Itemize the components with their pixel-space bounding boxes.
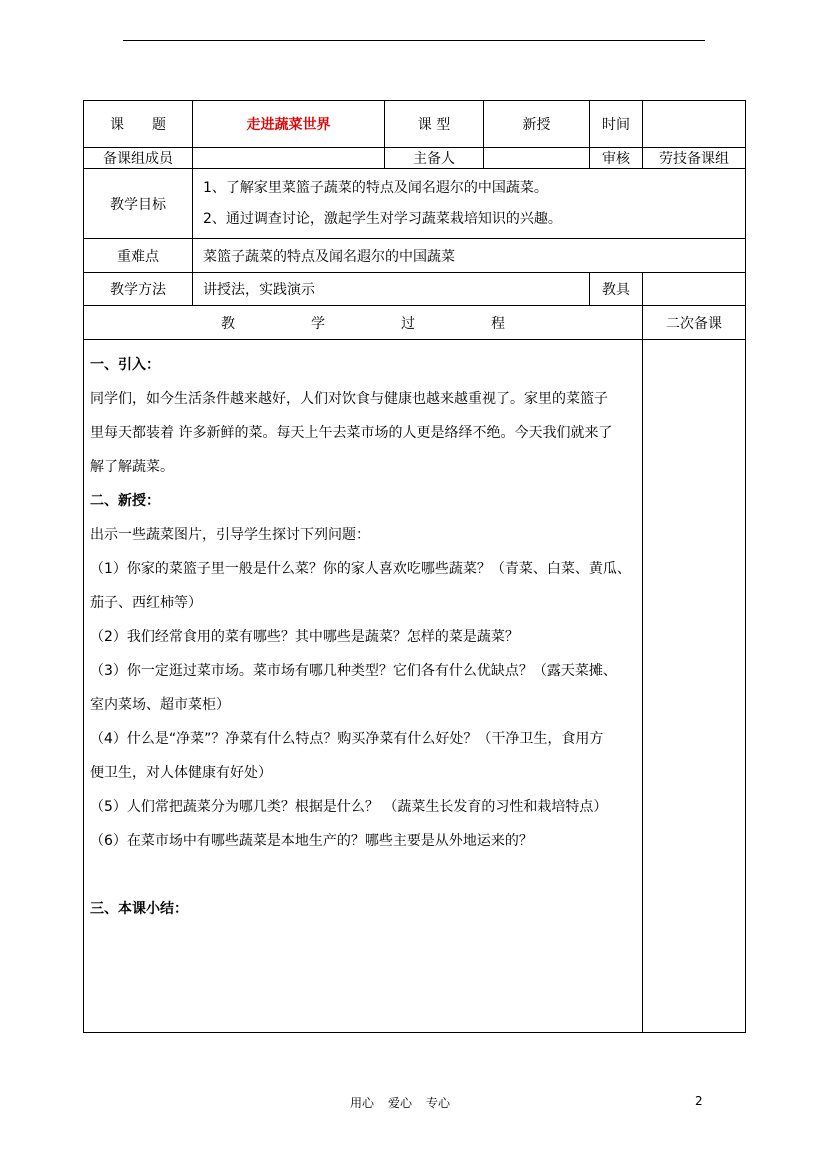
- review-label: 审核: [590, 148, 643, 169]
- intro-line: 同学们，如今生活条件越来越好，人们对饮食与健康也越来越重视了。家里的菜篮子: [90, 391, 608, 407]
- objective-item: 2、通过调查讨论，激起学生对学习蔬菜栽培知识的兴趣。: [203, 210, 562, 227]
- process-heading-char: 程: [491, 315, 505, 332]
- process-heading: [84, 306, 643, 340]
- lesson-type-value: 新授: [484, 101, 590, 148]
- question-line: （4）什么是“净菜”？净菜有什么特点？购买净菜有什么好处？（干净卫生，食用方: [90, 731, 604, 747]
- lead-in-text: 出示一些蔬菜图片，引导学生探讨下列问题：: [90, 527, 370, 543]
- time-value: [643, 101, 746, 148]
- question-line: （6）在菜市场中有哪些蔬菜是本地生产的？哪些主要是从外地运来的？: [90, 833, 533, 849]
- motto-word: 用心: [350, 1096, 375, 1110]
- question-line: （5）人们常把蔬菜分为哪几类？根据是什么？ （蔬菜生长发育的习性和栽培特点）: [90, 799, 608, 815]
- lesson-title: 走进蔬菜世界: [193, 101, 385, 148]
- key-points-label: 重难点: [84, 239, 193, 273]
- motto-word: 专心: [426, 1096, 451, 1110]
- second-prep-column: [643, 340, 746, 1033]
- group-members-label: 备课组成员: [84, 148, 193, 169]
- group-members-value: [193, 148, 385, 169]
- table-row: [84, 273, 746, 306]
- process-heading-char: 教: [221, 315, 235, 332]
- question-line: （3）你一定逛过菜市场。菜市场有哪几种类型？它们各有什么优缺点？（露天菜摊、: [90, 663, 617, 679]
- objectives-label: 教学目标: [84, 169, 193, 239]
- tools-value: [643, 273, 746, 306]
- question-line: 茄子、西红柿等）: [90, 595, 202, 611]
- lesson-plan-table: [83, 100, 746, 1033]
- lesson-type-label: 课 型: [385, 101, 484, 148]
- objectives-content: [193, 169, 746, 239]
- table-row: [84, 340, 746, 1033]
- lead-preparer-value: [484, 148, 590, 169]
- table-row: [84, 101, 746, 148]
- intro-line: 里每天都装着 许多新鲜的菜。每天上午去菜市场的人更是络绎不绝。今天我们就来了: [90, 425, 613, 441]
- second-prep-label: 二次备课: [643, 306, 746, 340]
- section-new-title: 二、新授：: [90, 493, 160, 509]
- method-label: 教学方法: [84, 273, 193, 306]
- table-row: [84, 306, 746, 340]
- objective-item: 1、了解家里菜篮子蔬菜的特点及闻名遐尔的中国蔬菜。: [203, 179, 548, 196]
- footer-motto: [350, 1094, 464, 1111]
- intro-line: 解了解蔬菜。: [90, 459, 174, 475]
- tools-label: 教具: [590, 273, 643, 306]
- question-line: （1）你家的菜篮子里一般是什么菜？你的家人喜欢吃哪些蔬菜？（青菜、白菜、黄瓜、: [90, 561, 631, 577]
- table-row: [84, 148, 746, 169]
- table-row: [84, 169, 746, 239]
- question-line: 室内菜场、超市菜柜）: [90, 697, 230, 713]
- review-value: 劳技备课组: [643, 148, 746, 169]
- lead-preparer-label: 主备人: [385, 148, 484, 169]
- question-line: （2）我们经常食用的菜有哪些？其中哪些是蔬菜？怎样的菜是蔬菜？: [90, 629, 519, 645]
- process-heading-char: 学: [311, 315, 325, 332]
- section-summary-title: 三、本课小结：: [90, 901, 188, 917]
- key-points-value: 菜篮子蔬菜的特点及闻名遐尔的中国蔬菜: [193, 239, 746, 273]
- process-content: [84, 340, 643, 1033]
- topic-label: 课 题: [84, 101, 193, 148]
- header-rule: [123, 40, 705, 41]
- method-value: 讲授法，实践演示: [193, 273, 590, 306]
- time-label: 时间: [590, 101, 643, 148]
- motto-word: 爱心: [388, 1096, 413, 1110]
- section-intro-title: 一、引入：: [90, 357, 160, 373]
- page-number: 2: [695, 1094, 703, 1108]
- table-row: [84, 239, 746, 273]
- blank-line: [90, 858, 634, 892]
- question-line: 便卫生，对人体健康有好处）: [90, 765, 272, 781]
- process-heading-char: 过: [401, 315, 415, 332]
